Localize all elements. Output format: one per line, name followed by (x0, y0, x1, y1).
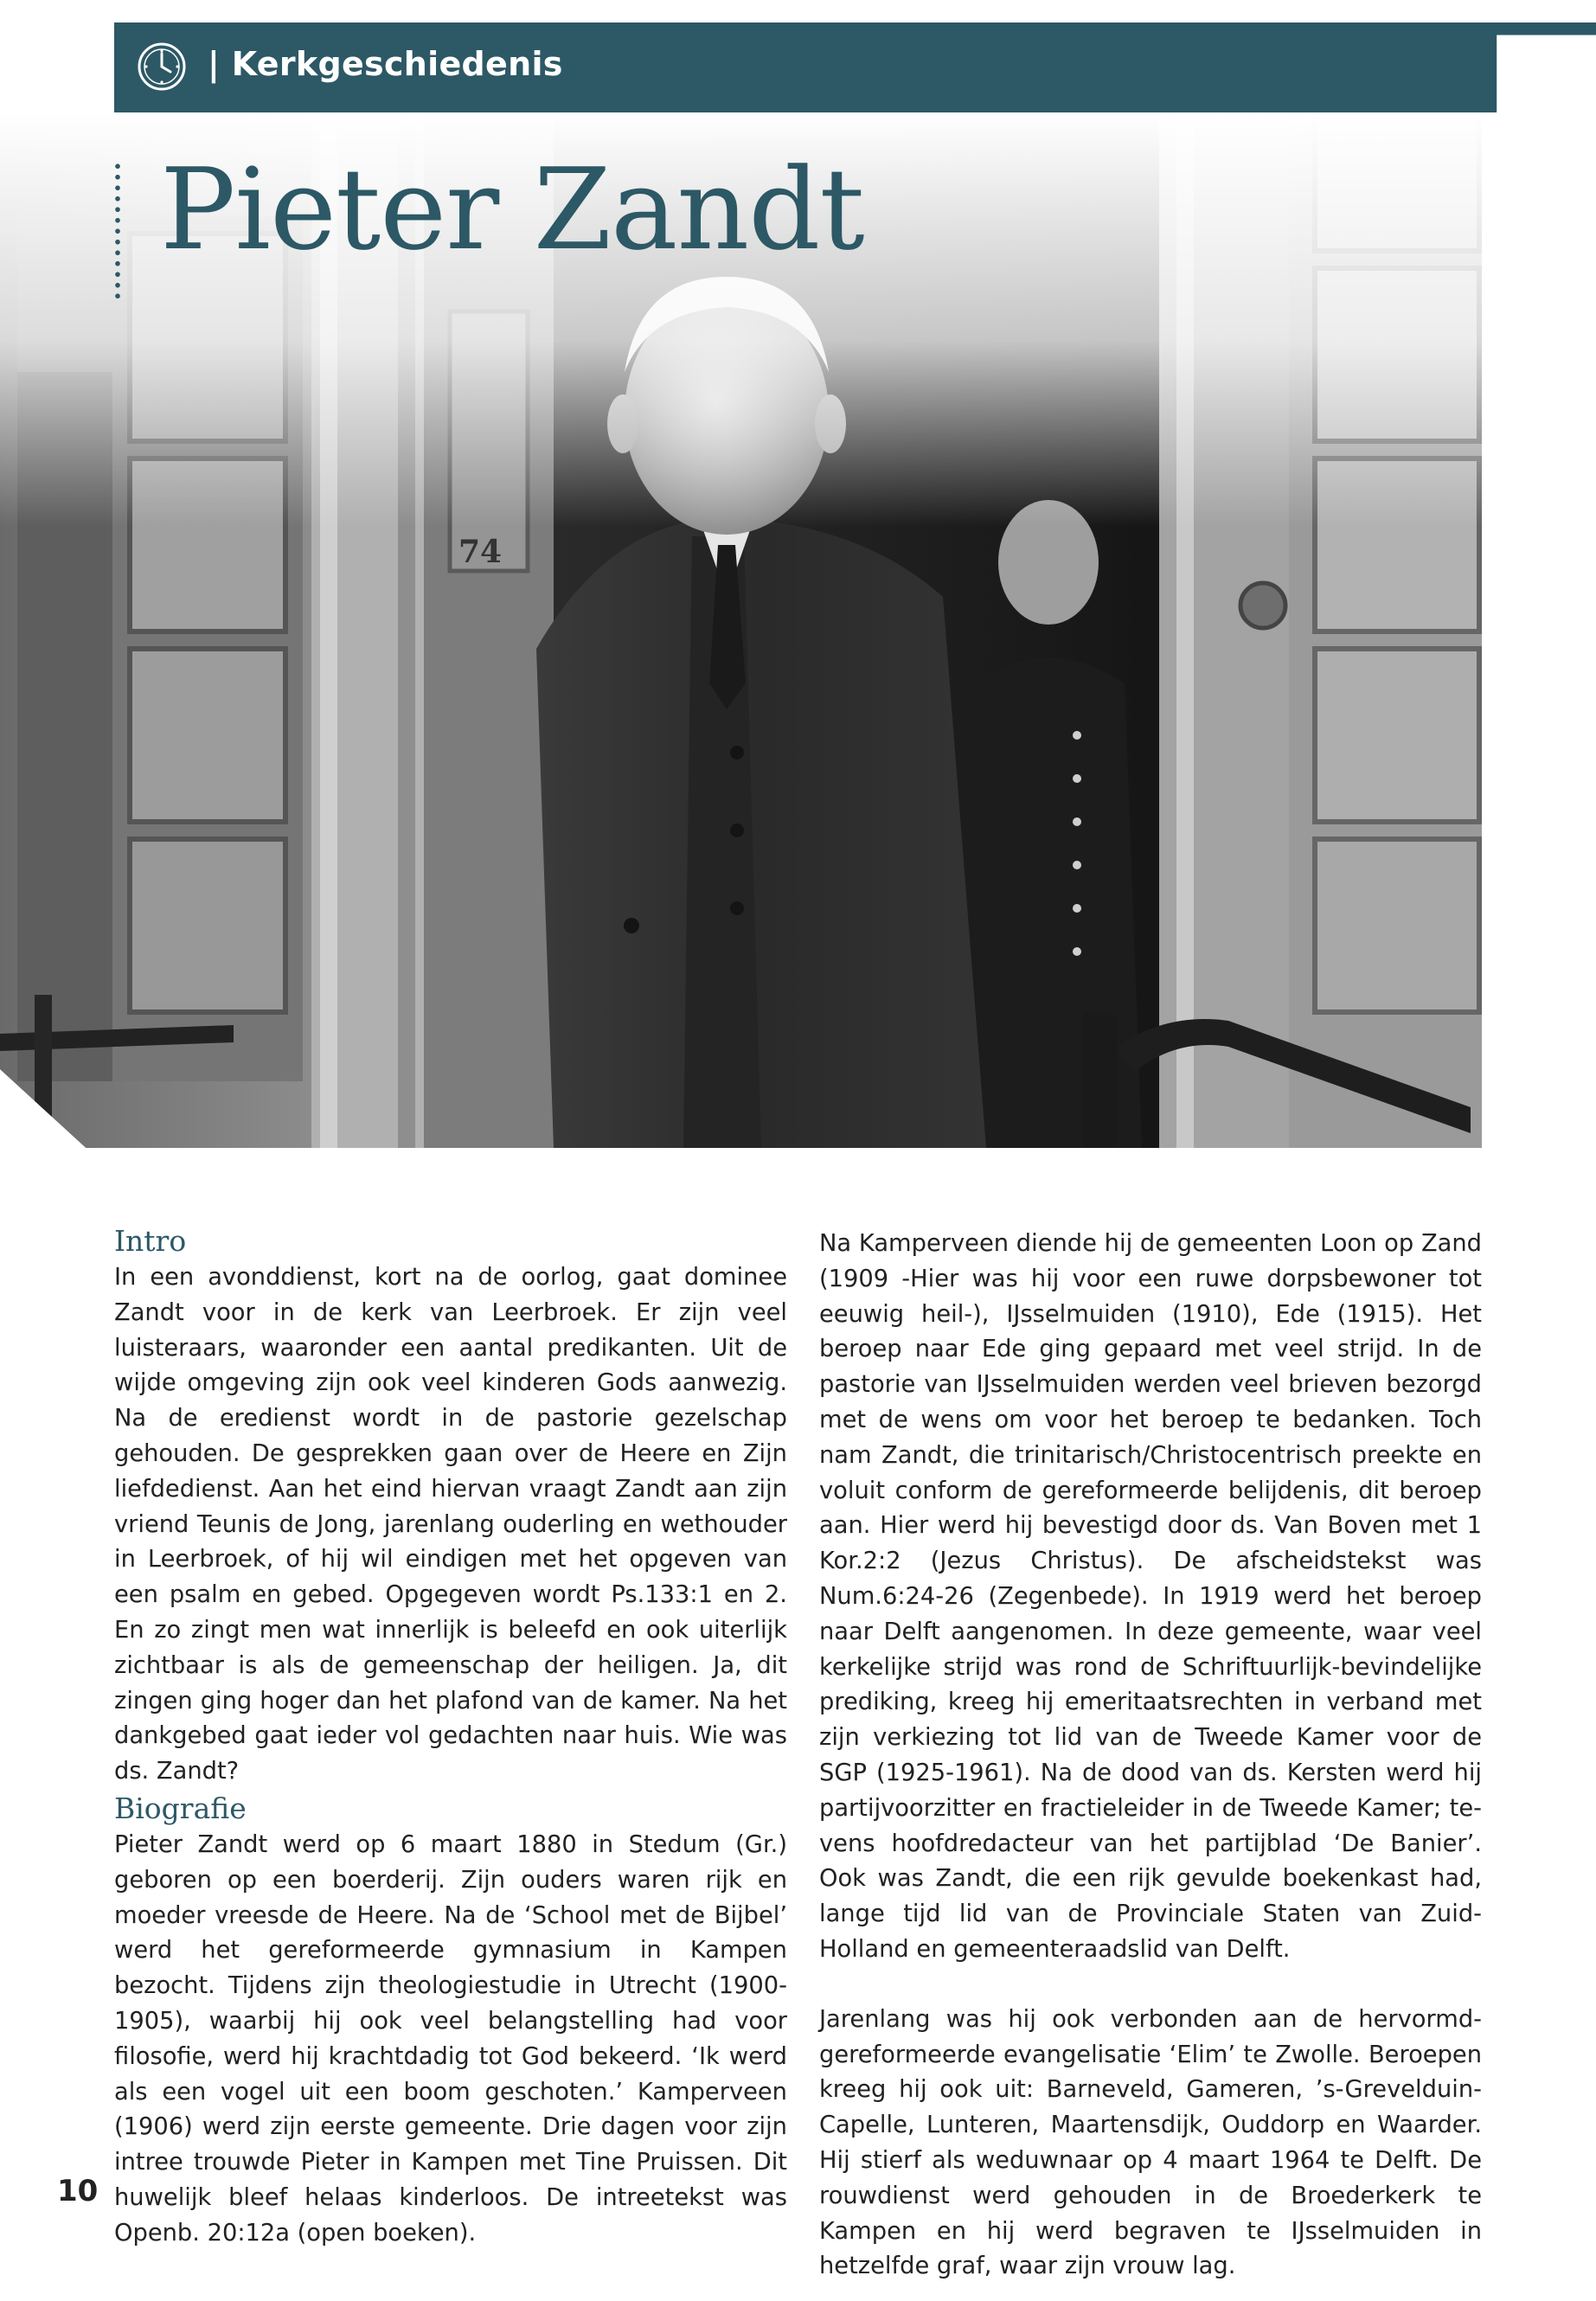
bio-text: Pieter Zandt werd op 6 maart 1880 in Stedum (Gr.) geboren op een boerderij. Zijn ouders waren rijk en moeder vreesde de Heere. Na de ‘School met de Bijbel’ werd het gereformeerde gymnasium in Kampen bezocht. Tijdens zijn theologiestudie in Utrecht (1900-1905), waarbij hij ook veel belangstelling had voor filosofie, werd hij krachtdadig tot God bekeerd. ‘Ik werd als een vogel uit een boom geschoten.’ Kamperveen (1906) werd zijn eerste gemeente. Drie dagen voor zijn intree trouwde Pieter in Kampen met Tine Pruissen. Dit huwelijk bleef helaas kinderloos. De intreetekst was Openb. 20:12a (open boeken). (114, 1830, 787, 2247)
intro-text: In een avonddienst, kort na de oorlog, gaat dominee Zandt voor in de kerk van Leerbroek. Er zijn veel luisteraars, waaronder een aantal predikanten. Uit de wijde omgeving zijn ook veel kinderen Gods aanwezig. Na de eredienst wordt in de pastorie gezelschap gehouden. De gesprekken gaan over de Heere en Zijn liefdedienst. Aan het eind hiervan vraagt Zandt aan zijn vriend Teunis de Jong, jarenlang ouderling en wethouder in Leerbroek, of hij wil eindigen met het opgeven van een psalm en gebed. Opgegeven wordt Ps.133:1 en 2. En zo zingt men wat innerlijk is beleefd en ook uiterlijk zichtbaar is als de gemeenschap der heiligen. Ja, dit zingen ging hoger dan het plafond van de kamer. Na het dankgebed gaat ieder vol gedachten naar huis. Wie was ds. Zandt? (114, 1264, 787, 1785)
page-title: Pieter Zandt (160, 144, 864, 275)
section-label: | Kerkgeschiedenis (208, 45, 563, 83)
intro-heading: Intro (114, 1224, 187, 1258)
right-paragraph-1: Na Kamperveen diende hij de gemeenten Loon op Zand (1909 -Hier was hij voor een ruwe dorpsbewoner tot eeuwig heil-), IJsselmuiden (1910), Ede (1915). Het beroep naar Ede ging gepaard met veel strijd. In de pastorie van IJsselmuiden werden veel brieven bezorgd met de wens om voor het beroep te bedanken. Toch nam Zandt, die trinitarisch/Christocentrisch preekte en voluit conform de gereformeerde belijdenis, dit beroep aan. Hier werd hij bevestigd door ds. Van Boven met 1 Kor.2:2 (Jezus Christus). De afscheidstekst was Num.6:24-26 (Zegenbede). In 1919 werd het beroep naar Delft aangenomen. In deze gemeente, waar veel kerkelijke strijd was rond de Schriftuurlijk-bevindelijke prediking, kreeg hij emeritaatsrechten in verband met zijn verkiezing tot lid van de Tweede Kamer voor de SGP (1925-1961). Na de dood van ds. Kersten werd hij partijvoorzitter en fractieleider in de Tweede Kamer; tevens hoofdredacteur van het partijblad ‘De Banier’. Ook was Zandt, die een rijk gevulde boekenkast had, lange tijd lid van de Provinciale Staten van Zuid-Holland en gemeenteraadslid van Delft. (819, 1230, 1482, 1963)
title-dots-decoration (114, 161, 121, 299)
left-column (114, 1222, 787, 2252)
bio-heading: Biografie (114, 1791, 247, 1825)
right-paragraph-2: Jarenlang was hij ook verbonden aan de hervormd-gereformeerde evangelisatie ‘Elim’ te Zwolle. Beroepen kreeg hij ook uit: Barneveld, Gameren, ’s-Grevelduin-Capelle, Lunteren, Maartensdijk, Ouddorp en Waarder. Hij stierf als weduwnaar op 4 maart 1964 te Delft. De rouwdienst werd gehouden in de Broederkerk te Kampen en hij werd begraven te IJsselmuiden in hetzelfde graf, waar zijn vrouw lag. (819, 2005, 1482, 2280)
page-number: 10 (57, 2174, 99, 2208)
clock-icon (137, 42, 187, 92)
right-column (819, 1227, 1482, 2285)
